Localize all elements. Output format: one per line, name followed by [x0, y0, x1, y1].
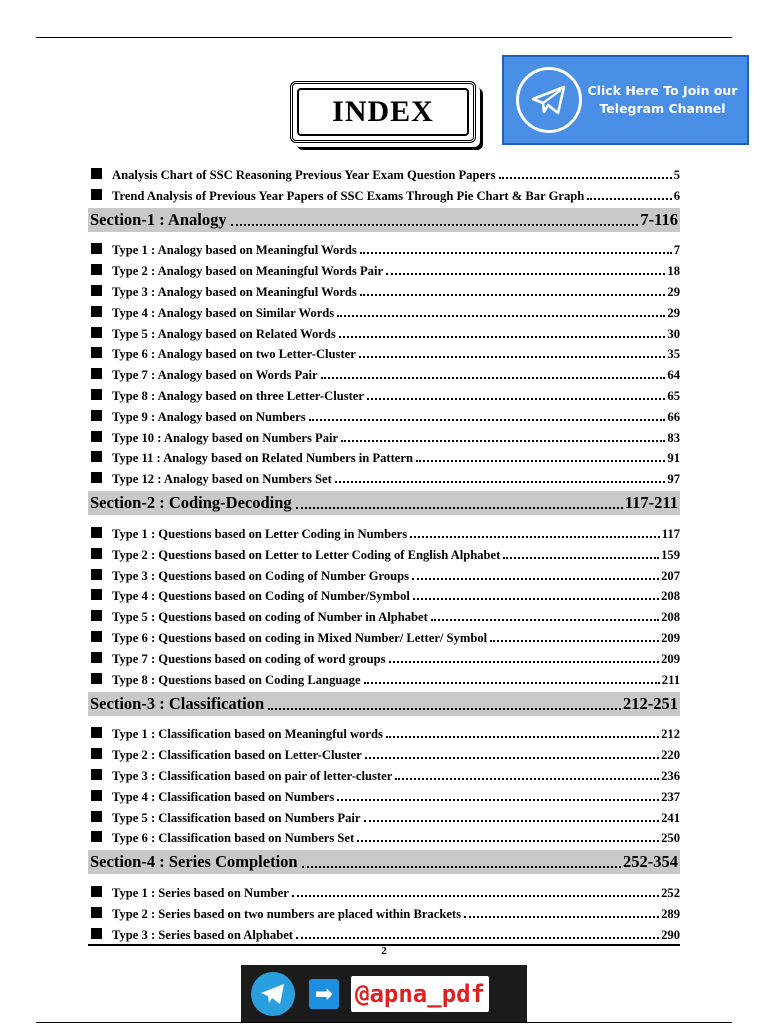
- bullet-square-icon: [91, 811, 102, 822]
- dot-leader: [335, 480, 666, 483]
- dot-leader: [359, 355, 666, 358]
- toc-entry[interactable]: [88, 880, 680, 901]
- channel-handle: @apna_pdf: [351, 976, 489, 1012]
- page-bottom-rule: [36, 1022, 732, 1023]
- entry-page: 241: [661, 810, 680, 825]
- entry-label: Type 5 : Analogy based on Related Words: [112, 326, 336, 341]
- entry-label: Type 2 : Questions based on Letter to Letter Coding of English Alphabet: [112, 547, 501, 562]
- toc-entry[interactable]: [88, 722, 680, 743]
- dot-leader: [416, 459, 665, 462]
- entry-page: 209: [661, 651, 680, 666]
- dot-leader: [309, 418, 666, 421]
- entry-label: Type 9 : Analogy based on Numbers: [112, 409, 306, 424]
- entry-label: Type 6 : Analogy based on two Letter-Cluster: [112, 347, 356, 362]
- entry-label: Type 8 : Questions based on Coding Language: [112, 672, 361, 687]
- entry-page: 208: [661, 610, 680, 625]
- dot-leader: [464, 915, 659, 918]
- entry-label: Type 3 : Questions based on Coding of Number Groups: [112, 568, 410, 583]
- entry-label: Trend Analysis of Previous Year Papers of SSC Exams Through Pie Chart & Bar Graph: [112, 188, 585, 203]
- dot-leader: [360, 293, 666, 296]
- section-heading[interactable]: [88, 850, 680, 874]
- section-heading[interactable]: [88, 491, 680, 515]
- dot-leader: [292, 894, 659, 897]
- dot-leader: [302, 856, 621, 868]
- telegram-logo-icon: [251, 972, 295, 1016]
- toc-entry[interactable]: [88, 805, 680, 826]
- entry-page: 18: [667, 264, 680, 279]
- dot-leader: [386, 735, 659, 738]
- toc-entry[interactable]: [88, 300, 680, 321]
- toc-entry[interactable]: [88, 238, 680, 259]
- toc-entry[interactable]: [88, 625, 680, 646]
- bullet-square-icon: [91, 451, 102, 462]
- bullet-square-icon: [91, 673, 102, 684]
- entry-page: 290: [661, 927, 680, 942]
- section-title: Section-3 : Classification: [90, 693, 265, 713]
- toc-entry[interactable]: [88, 521, 680, 542]
- toc-entry[interactable]: [88, 742, 680, 763]
- section-title: Section-2 : Coding-Decoding: [90, 493, 292, 513]
- bullet-square-icon: [91, 264, 102, 275]
- dot-leader: [389, 660, 660, 663]
- bullet-square-icon: [91, 168, 102, 179]
- toc-entry[interactable]: [88, 425, 680, 446]
- dot-leader: [337, 798, 659, 801]
- toc-entry[interactable]: [88, 383, 680, 404]
- bullet-square-icon: [91, 189, 102, 200]
- dot-leader: [339, 335, 666, 338]
- entry-label: Type 1 : Series based on Number: [112, 886, 289, 901]
- bullet-square-icon: [91, 831, 102, 842]
- entry-label: Type 3 : Series based on Alphabet: [112, 927, 293, 942]
- section-heading[interactable]: [88, 692, 680, 716]
- dot-leader: [357, 839, 659, 842]
- dot-leader: [231, 214, 639, 226]
- dot-leader: [413, 597, 659, 600]
- entry-label: Type 4 : Classification based on Numbers: [112, 789, 335, 804]
- dot-leader: [365, 756, 659, 759]
- section-pages: 252-354: [623, 852, 678, 872]
- dot-leader: [367, 397, 665, 400]
- bullet-square-icon: [91, 652, 102, 663]
- arrow-right-icon: ➡: [309, 979, 339, 1009]
- dot-leader: [587, 197, 671, 200]
- dot-leader: [337, 314, 665, 317]
- entry-page: 289: [661, 906, 680, 921]
- entry-page: 65: [667, 388, 680, 403]
- entry-label: Type 1 : Questions based on Letter Coding in Numbers: [112, 526, 408, 541]
- entry-page: 29: [667, 284, 680, 299]
- bullet-square-icon: [91, 727, 102, 738]
- toc-entry[interactable]: [88, 279, 680, 300]
- toc-entry[interactable]: [88, 604, 680, 625]
- bullet-square-icon: [91, 548, 102, 559]
- toc-entry[interactable]: [88, 466, 680, 487]
- bullet-square-icon: [91, 327, 102, 338]
- bullet-square-icon: [91, 569, 102, 580]
- bullet-square-icon: [91, 243, 102, 254]
- entry-label: Type 1 : Analogy based on Meaningful Words: [112, 243, 357, 258]
- entry-page: 250: [661, 831, 680, 846]
- entry-label: Type 10 : Analogy based on Numbers Pair: [112, 430, 339, 445]
- entry-page: 207: [661, 568, 680, 583]
- bullet-square-icon: [91, 610, 102, 621]
- telegram-icon: [516, 67, 582, 133]
- bullet-square-icon: [91, 306, 102, 317]
- section-pages: 212-251: [623, 693, 678, 713]
- entry-page: 208: [661, 589, 680, 604]
- entry-page: 212: [661, 727, 680, 742]
- dot-leader: [296, 497, 623, 509]
- entry-page: 211: [661, 672, 680, 687]
- bullet-square-icon: [91, 631, 102, 642]
- entry-page: 7: [673, 243, 680, 258]
- bullet-square-icon: [91, 472, 102, 483]
- bullet-square-icon: [91, 886, 102, 897]
- entry-label: Type 2 : Series based on two numbers are placed within Brackets: [112, 906, 462, 921]
- entry-page: 159: [661, 547, 680, 562]
- dot-leader: [490, 639, 659, 642]
- entry-page: 66: [667, 409, 680, 424]
- entry-page: 117: [661, 526, 680, 541]
- dot-leader: [341, 439, 665, 442]
- entry-page: 220: [661, 748, 680, 763]
- bullet-square-icon: [91, 410, 102, 421]
- telegram-banner-line1: Click Here To Join our: [587, 83, 738, 98]
- index-title-box: [290, 81, 476, 143]
- entry-page: 209: [661, 630, 680, 645]
- toc-entry[interactable]: [88, 901, 680, 922]
- section-pages: 117-211: [624, 493, 678, 513]
- intro-entry[interactable]: [88, 162, 680, 183]
- apna-pdf-banner[interactable]: [241, 965, 527, 1023]
- toc-entry[interactable]: [88, 667, 680, 688]
- dot-leader: [268, 698, 621, 710]
- telegram-banner-line2: Telegram Channel: [599, 101, 726, 116]
- entry-page: 237: [661, 789, 680, 804]
- bullet-square-icon: [91, 748, 102, 759]
- bullet-square-icon: [91, 589, 102, 600]
- entry-label: Type 5 : Questions based on coding of Number in Alphabet: [112, 610, 428, 625]
- section-title: Section-1 : Analogy: [90, 209, 227, 229]
- entry-label: Type 2 : Analogy based on Meaningful Words Pair: [112, 264, 384, 279]
- bullet-square-icon: [91, 431, 102, 442]
- telegram-join-banner[interactable]: [502, 55, 749, 145]
- bullet-square-icon: [91, 907, 102, 918]
- entry-page: 30: [667, 326, 680, 341]
- entry-label: Type 4 : Analogy based on Similar Words: [112, 305, 335, 320]
- toc-entry[interactable]: [88, 922, 680, 943]
- entry-label: Type 5 : Classification based on Numbers Pair: [112, 810, 361, 825]
- toc-entry[interactable]: [88, 646, 680, 667]
- page-number: 2: [381, 945, 387, 957]
- toc-entry[interactable]: [88, 784, 680, 805]
- entry-label: Type 8 : Analogy based on three Letter-Cluster: [112, 388, 364, 403]
- dot-leader: [364, 681, 660, 684]
- bullet-square-icon: [91, 368, 102, 379]
- entry-label: Type 6 : Classification based on Numbers Set: [112, 831, 355, 846]
- toc-entry[interactable]: [88, 763, 680, 784]
- bullet-square-icon: [91, 928, 102, 939]
- section-pages: 7-116: [640, 209, 678, 229]
- section-title: Section-4 : Series Completion: [90, 852, 298, 872]
- entry-page: 29: [667, 305, 680, 320]
- dot-leader: [410, 535, 660, 538]
- top-rule: [36, 37, 732, 38]
- entry-page: 83: [667, 430, 680, 445]
- bullet-square-icon: [91, 527, 102, 538]
- toc-entry[interactable]: [88, 258, 680, 279]
- table-of-contents: [88, 162, 680, 943]
- entry-page: 91: [667, 451, 680, 466]
- entry-label: Type 7 : Questions based on coding of word groups: [112, 651, 386, 666]
- entry-label: Type 1 : Classification based on Meaningful words: [112, 727, 383, 742]
- dot-leader: [364, 819, 660, 822]
- entry-label: Type 3 : Classification based on pair of letter-cluster: [112, 768, 393, 783]
- intro-entry[interactable]: [88, 183, 680, 204]
- entry-page: 35: [667, 347, 680, 362]
- entry-label: Type 7 : Analogy based on Words Pair: [112, 368, 318, 383]
- entry-label: Type 6 : Questions based on coding in Mixed Number/ Letter/ Symbol: [112, 630, 488, 645]
- entry-label: Type 11 : Analogy based on Related Numbers in Pattern: [112, 451, 413, 466]
- toc-entry[interactable]: [88, 542, 680, 563]
- entry-page: 97: [667, 472, 680, 487]
- bullet-square-icon: [91, 347, 102, 358]
- dot-leader: [499, 176, 672, 179]
- bullet-square-icon: [91, 790, 102, 801]
- dot-leader: [395, 777, 659, 780]
- toc-entry[interactable]: [88, 584, 680, 605]
- entry-label: Type 12 : Analogy based on Numbers Set: [112, 472, 332, 487]
- toc-entry[interactable]: [88, 404, 680, 425]
- entry-label: Type 3 : Analogy based on Meaningful Words: [112, 284, 357, 299]
- entry-label: Type 2 : Classification based on Letter-Cluster: [112, 748, 362, 763]
- dot-leader: [321, 376, 666, 379]
- toc-entry[interactable]: [88, 563, 680, 584]
- dot-leader: [412, 577, 659, 580]
- entry-page: 252: [661, 886, 680, 901]
- dot-leader: [360, 251, 672, 254]
- bullet-square-icon: [91, 389, 102, 400]
- bullet-square-icon: [91, 285, 102, 296]
- entry-page: 64: [667, 368, 680, 383]
- entry-label: Analysis Chart of SSC Reasoning Previous Year Exam Question Papers: [112, 167, 496, 182]
- toc-entry[interactable]: [88, 826, 680, 847]
- dot-leader: [503, 556, 659, 559]
- entry-page: 236: [661, 768, 680, 783]
- dot-leader: [296, 936, 659, 939]
- section-heading[interactable]: [88, 208, 680, 232]
- toc-entry[interactable]: [88, 321, 680, 342]
- bullet-square-icon: [91, 769, 102, 780]
- entry-label: Type 4 : Questions based on Coding of Number/Symbol: [112, 589, 410, 604]
- toc-entry[interactable]: [88, 446, 680, 467]
- toc-entry[interactable]: [88, 342, 680, 363]
- index-title: INDEX: [297, 88, 469, 136]
- toc-entry[interactable]: [88, 362, 680, 383]
- entry-page: 6: [673, 188, 680, 203]
- dot-leader: [386, 272, 665, 275]
- entry-page: 5: [673, 167, 680, 182]
- dot-leader: [431, 618, 659, 621]
